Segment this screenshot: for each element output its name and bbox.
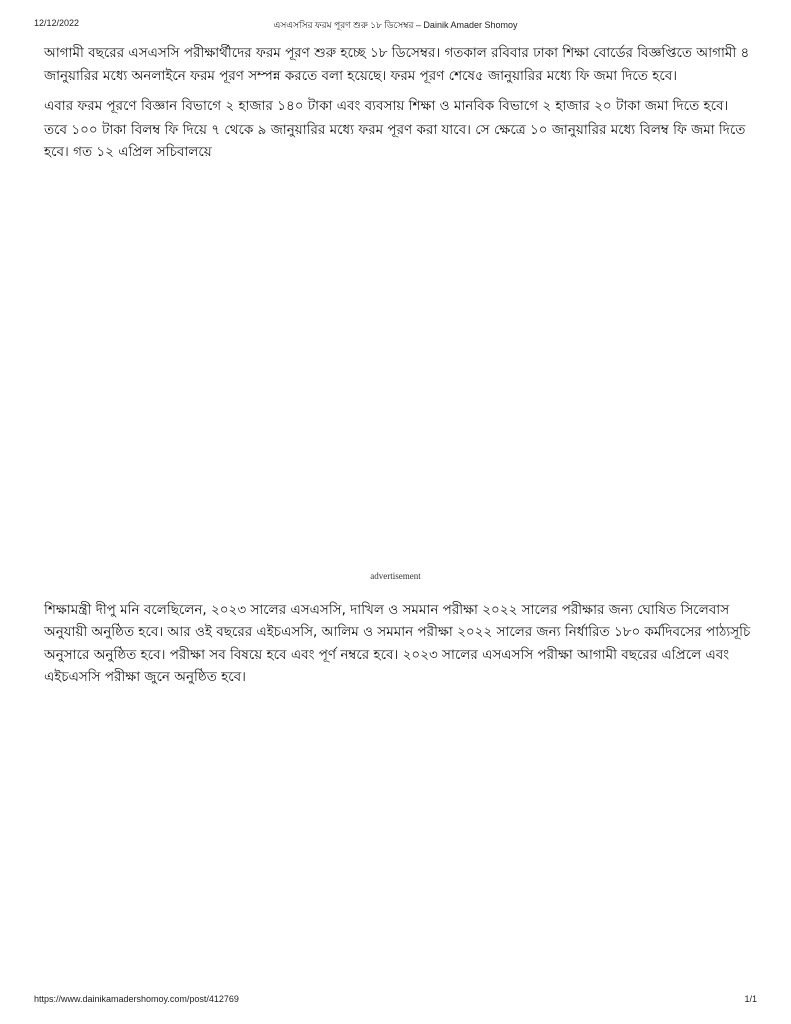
- page-title: এসএসসির ফরম পূরণ শুরু ১৮ ডিসেম্বর – Dainik Amader Shomoy: [273, 20, 518, 30]
- page-number: 1/1: [744, 994, 757, 1004]
- text-line: অনুসারে অনুষ্ঠিত হবে। পরীক্ষা সব বিষয়ে হবে এবং পূর্ণ নম্বরে হবে। ২০২৩ সালের এসএসসি পরীক্ষা আগামী বছরের এপ্রিলে এবং: [44, 647, 730, 663]
- text-line: জানুয়ারির মধ্যে অনলাইনে ফরম পূরণ সম্পন্ন করতে বলা হয়েছে। ফরম পূরণ শেষে৫ জানুয়ারির মধ্যে ফি জমা দিতে হবে।: [44, 68, 678, 84]
- text-line: তবে ১০০ টাকা বিলম্ব ফি দিয়ে ৭ থেকে ৯ জানুয়ারির মধ্যে ফরম পূরণ করা যাবে। সে ক্ষেত্রে ১০ জানুয়ারির মধ্যে বিলম্ব ফি জমা দিতে: [44, 122, 746, 138]
- text-line: অনুযায়ী অনুষ্ঠিত হবে। আর ওই বছরের এইচএসসি, আলিম ও সমমান পরীক্ষা ২০২২ সালের জন্য নির্ধারিত ১৮০ কর্মদিবসের পাঠ্যসূচি: [44, 624, 751, 640]
- text-line: শিক্ষামন্ত্রী দীপু মনি বলেছিলেন, ২০২৩ সালের এসএসসি, দাখিল ও সমমান পরীক্ষা ২০২২ সালের পরীক্ষার জন্য ঘোষিত সিলেবাস: [44, 602, 730, 618]
- text-line: হবে। গত ১২ এপ্রিল সচিবালয়ে: [44, 144, 212, 160]
- advertisement-label: advertisement: [370, 571, 421, 581]
- footer-url: https://www.dainikamadershomoy.com/post/412769: [34, 994, 239, 1004]
- print-date: 12/12/2022: [34, 18, 80, 28]
- text-line: এইচএসসি পরীক্ষা জুনে অনুষ্ঠিত হবে।: [44, 669, 246, 685]
- text-line: এবার ফরম পূরণে বিজ্ঞান বিভাগে ২ হাজার ১৪০ টাকা এবং ব্যবসায় শিক্ষা ও মানবিক বিভাগে ২ হাজার ২০ টাকা জমা দিতে হবে।: [44, 98, 729, 114]
- text-line: আগামী বছরের এসএসসি পরীক্ষার্থীদের ফরম পূরণ শুরু হচ্ছে ১৮ ডিসেম্বর। গতকাল রবিবার ঢাকা শিক্ষা বোর্ডের বিজ্ঞপ্তিতে আগামী ৪: [44, 45, 750, 61]
